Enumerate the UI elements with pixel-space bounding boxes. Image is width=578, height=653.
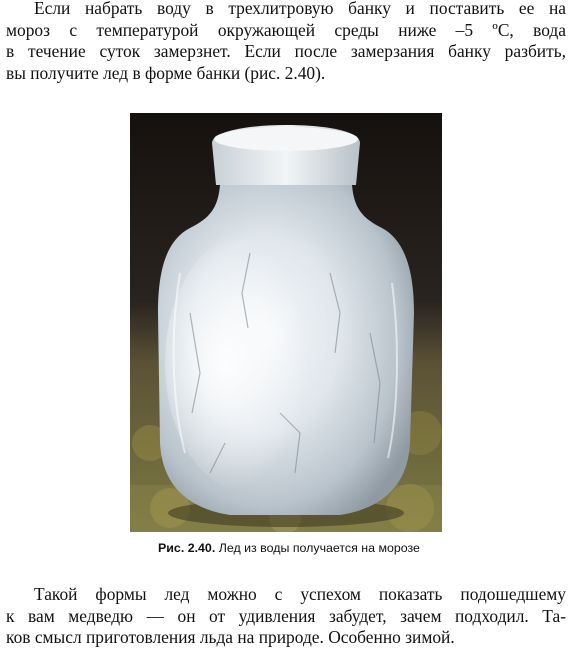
intro-line-1: Если набрать воду в трехлитровую банку и поставить ее на [34, 0, 566, 18]
closing-line-2: к вам медведю — он от удивления забудет, зачем подходил. Та- [6, 605, 566, 626]
closing-line-3: ков смысл приготовления льда на природе. Особенно зимой. [6, 627, 455, 647]
ice-jar-photo [130, 113, 442, 532]
closing-paragraph [6, 584, 566, 649]
intro-paragraph [6, 0, 566, 84]
closing-line-1: Такой формы лед можно с успехом показать подошедшему [34, 584, 566, 604]
intro-line-3: в течение суток замерзнет. Если после замерзания банку разбить, [6, 41, 566, 61]
figure-caption-text: Лед из воды получается на морозе [215, 541, 420, 555]
intro-line-4: вы получите лед в форме банки (рис. 2.40). [6, 62, 326, 83]
figure-caption-label: Рис. 2.40. [158, 541, 216, 555]
intro-line-2: мороз с температурой окружающей среды ниже –5 ºС, вода [6, 19, 566, 40]
figure-caption [0, 541, 578, 555]
